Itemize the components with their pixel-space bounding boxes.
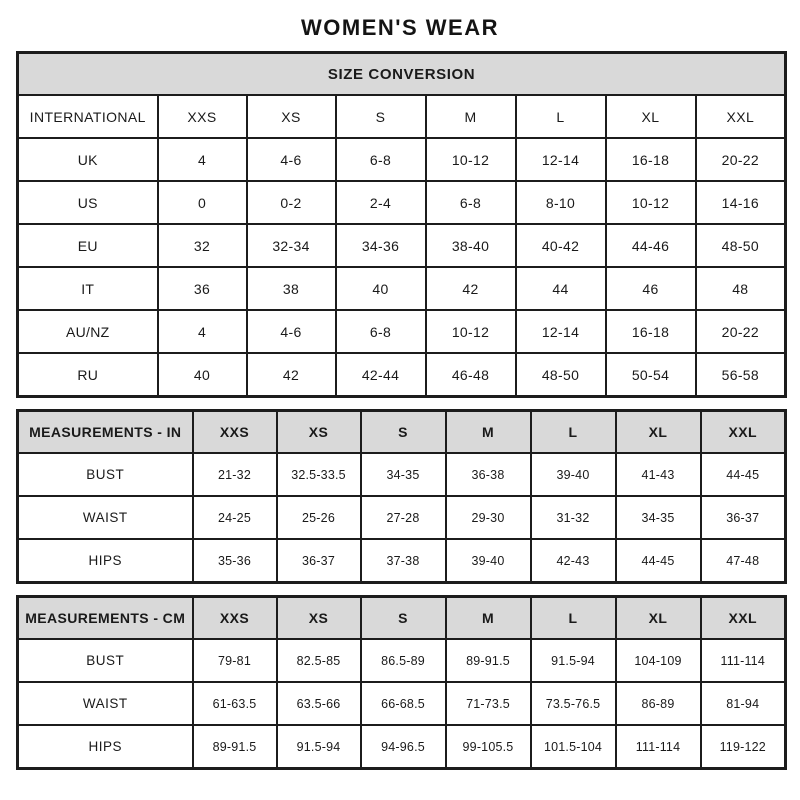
column-header: M: [426, 95, 516, 138]
row-label: AU/NZ: [18, 310, 158, 353]
column-header: S: [361, 597, 446, 640]
table-cell: 6-8: [336, 138, 426, 181]
table-cell: 36-37: [701, 496, 786, 539]
table-row: [18, 353, 786, 397]
table-cell: 36: [158, 267, 247, 310]
table-banner-row: [18, 53, 786, 96]
column-header: XS: [247, 95, 336, 138]
table-cell: 4-6: [247, 138, 336, 181]
table-cell: 41-43: [616, 453, 701, 496]
table-cell: 12-14: [516, 310, 606, 353]
table-cell: 79-81: [193, 639, 277, 682]
table-cell: 32.5-33.5: [277, 453, 361, 496]
table-cell: 91.5-94: [277, 725, 361, 769]
table-cell: 24-25: [193, 496, 277, 539]
table-cell: 48-50: [696, 224, 786, 267]
table-cell: 42: [247, 353, 336, 397]
column-header: M: [446, 597, 531, 640]
table-cell: 44-45: [701, 453, 786, 496]
table-cell: 20-22: [696, 138, 786, 181]
column-header: S: [336, 95, 426, 138]
table-cell: 32-34: [247, 224, 336, 267]
table-cell: 21-32: [193, 453, 277, 496]
table-row: [18, 138, 786, 181]
table-cell: 36-38: [446, 453, 531, 496]
table-cell: 50-54: [606, 353, 696, 397]
table-cell: 44-46: [606, 224, 696, 267]
table-cell: 12-14: [516, 138, 606, 181]
table-cell: 81-94: [701, 682, 786, 725]
table-cell: 38: [247, 267, 336, 310]
row-label-column-header: INTERNATIONAL: [18, 95, 158, 138]
table-cell: 10-12: [606, 181, 696, 224]
table-cell: 0: [158, 181, 247, 224]
table-cell: 20-22: [696, 310, 786, 353]
column-header: XXL: [696, 95, 786, 138]
table-cell: 61-63.5: [193, 682, 277, 725]
table-cell: 29-30: [446, 496, 531, 539]
table-gap: [16, 398, 784, 409]
table-banner: SIZE CONVERSION: [18, 53, 786, 96]
column-header: XXS: [158, 95, 247, 138]
table-cell: 39-40: [446, 539, 531, 583]
table-cell: 36-37: [277, 539, 361, 583]
table-cell: 14-16: [696, 181, 786, 224]
table-cell: 6-8: [426, 181, 516, 224]
table-cell: 56-58: [696, 353, 786, 397]
table-cell: 35-36: [193, 539, 277, 583]
table-cell: 0-2: [247, 181, 336, 224]
row-label: BUST: [18, 453, 193, 496]
table-cell: 111-114: [701, 639, 786, 682]
table-cell: 16-18: [606, 138, 696, 181]
table-row: [18, 224, 786, 267]
row-label: IT: [18, 267, 158, 310]
column-header: L: [531, 411, 616, 454]
table-cell: 89-91.5: [193, 725, 277, 769]
table-cell: 34-35: [616, 496, 701, 539]
row-label: US: [18, 181, 158, 224]
column-header: XS: [277, 597, 361, 640]
table-header-row: [18, 411, 786, 454]
size-conversion-table: [16, 51, 787, 398]
row-label: UK: [18, 138, 158, 181]
table-cell: 71-73.5: [446, 682, 531, 725]
table-cell: 82.5-85: [277, 639, 361, 682]
table-cell: 25-26: [277, 496, 361, 539]
table-cell: 34-35: [361, 453, 446, 496]
table-cell: 42-44: [336, 353, 426, 397]
table-cell: 86-89: [616, 682, 701, 725]
table-cell: 47-48: [701, 539, 786, 583]
row-label: EU: [18, 224, 158, 267]
table-cell: 94-96.5: [361, 725, 446, 769]
table-cell: 40: [158, 353, 247, 397]
table-cell: 40-42: [516, 224, 606, 267]
table-cell: 4: [158, 138, 247, 181]
column-header: L: [531, 597, 616, 640]
table-row: [18, 496, 786, 539]
table-cell: 27-28: [361, 496, 446, 539]
table-cell: 44-45: [616, 539, 701, 583]
table-cell: 119-122: [701, 725, 786, 769]
table-cell: 89-91.5: [446, 639, 531, 682]
table-cell: 10-12: [426, 310, 516, 353]
table-cell: 42: [426, 267, 516, 310]
table-cell: 31-32: [531, 496, 616, 539]
table-cell: 16-18: [606, 310, 696, 353]
measurements-cm-table: [16, 595, 787, 770]
table-row: [18, 267, 786, 310]
table-cell: 73.5-76.5: [531, 682, 616, 725]
row-label: BUST: [18, 639, 193, 682]
table-cell: 39-40: [531, 453, 616, 496]
column-header: XS: [277, 411, 361, 454]
column-header: XXS: [193, 597, 277, 640]
table-cell: 86.5-89: [361, 639, 446, 682]
table-cell: 44: [516, 267, 606, 310]
table-cell: 99-105.5: [446, 725, 531, 769]
table-cell: 42-43: [531, 539, 616, 583]
column-header: XL: [616, 411, 701, 454]
table-cell: 48-50: [516, 353, 606, 397]
table-cell: 104-109: [616, 639, 701, 682]
column-header: XXS: [193, 411, 277, 454]
table-header-row: [18, 597, 786, 640]
table-cell: 91.5-94: [531, 639, 616, 682]
measurements-in-table: [16, 409, 787, 584]
row-label: HIPS: [18, 725, 193, 769]
column-header: L: [516, 95, 606, 138]
column-header: XXL: [701, 597, 786, 640]
row-label-column-header: MEASUREMENTS - CM: [18, 597, 193, 640]
table-cell: 10-12: [426, 138, 516, 181]
table-cell: 111-114: [616, 725, 701, 769]
table-cell: 2-4: [336, 181, 426, 224]
table-header-row: [18, 95, 786, 138]
table-row: [18, 181, 786, 224]
table-cell: 40: [336, 267, 426, 310]
table-row: [18, 725, 786, 769]
column-header: XL: [606, 95, 696, 138]
table-cell: 46-48: [426, 353, 516, 397]
table-row: [18, 453, 786, 496]
table-cell: 48: [696, 267, 786, 310]
table-cell: 34-36: [336, 224, 426, 267]
table-cell: 8-10: [516, 181, 606, 224]
table-cell: 32: [158, 224, 247, 267]
column-header: S: [361, 411, 446, 454]
table-row: [18, 639, 786, 682]
table-cell: 63.5-66: [277, 682, 361, 725]
table-cell: 66-68.5: [361, 682, 446, 725]
page-title: WOMEN'S WEAR: [301, 15, 499, 40]
table-row: [18, 682, 786, 725]
row-label: RU: [18, 353, 158, 397]
table-row: [18, 310, 786, 353]
table-cell: 4-6: [247, 310, 336, 353]
row-label: HIPS: [18, 539, 193, 583]
table-cell: 38-40: [426, 224, 516, 267]
column-header: XXL: [701, 411, 786, 454]
row-label: WAIST: [18, 496, 193, 539]
column-header: XL: [616, 597, 701, 640]
table-cell: 101.5-104: [531, 725, 616, 769]
table-row: [18, 539, 786, 583]
table-cell: 46: [606, 267, 696, 310]
table-cell: 4: [158, 310, 247, 353]
row-label: WAIST: [18, 682, 193, 725]
row-label-column-header: MEASUREMENTS - IN: [18, 411, 193, 454]
table-cell: 37-38: [361, 539, 446, 583]
table-cell: 6-8: [336, 310, 426, 353]
table-gap: [16, 584, 784, 595]
column-header: M: [446, 411, 531, 454]
